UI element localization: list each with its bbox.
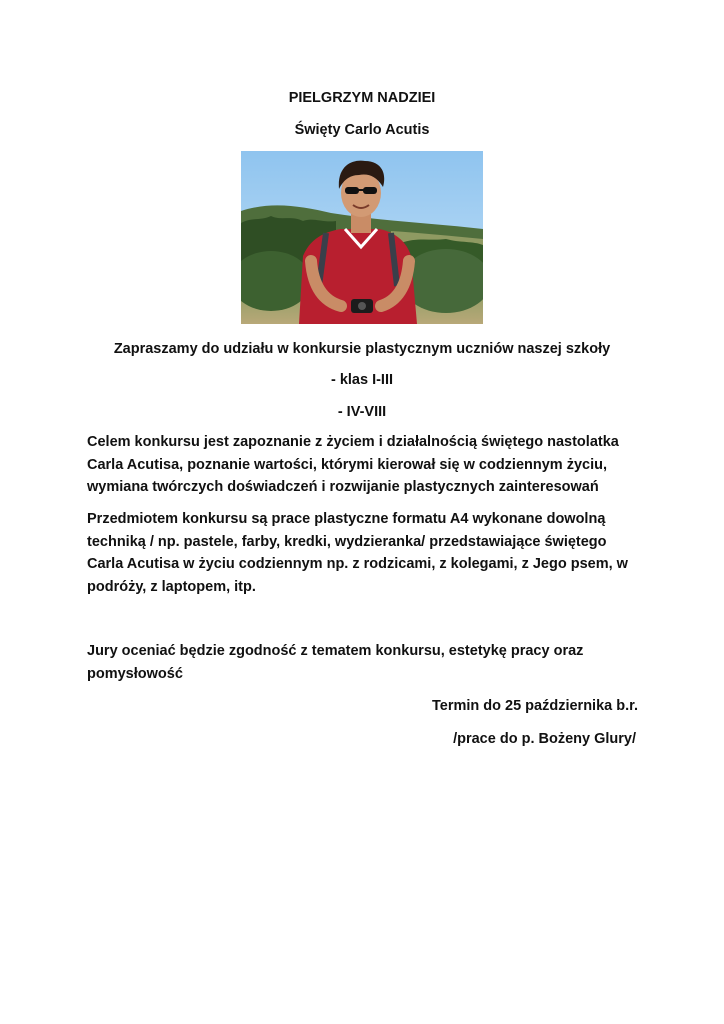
- goal-line: Celem konkursu jest zapoznanie z życiem i działalnością świętego nastolatka: [87, 434, 619, 450]
- invitation-text: Zapraszamy do udziału w konkursie plastycznym uczniów naszej szkoły: [113, 341, 611, 357]
- jury-line: pomysłowość: [87, 665, 183, 682]
- submission-info: /prace do p. Bożeny Glury/: [453, 731, 636, 747]
- saint-photo: [241, 151, 483, 324]
- group-primary: - klas I-III: [330, 372, 394, 388]
- goal-line: wymiana twórczych doświadczeń i rozwijanie plastycznych zainteresowań: [87, 479, 599, 495]
- goal-paragraph: [87, 431, 647, 499]
- subject-line: podróży, z laptopem, itp.: [87, 578, 256, 595]
- subject-line: techniką / np. pastele, farby, kredki, wydzieranka/ przedstawiające świętego: [87, 533, 607, 550]
- jury-line: Jury oceniać będzie zgodność z tematem konkursu, estetykę pracy oraz: [87, 643, 584, 659]
- subject-paragraph: [87, 508, 647, 598]
- subject-line: Przedmiotem konkursu są prace plastyczne formatu A4 wykonane dowolną: [87, 511, 606, 527]
- goal-line: Carla Acutisa, poznanie wartości, którymi kierował się w codziennym życiu,: [87, 456, 608, 473]
- page-subtitle: Święty Carlo Acutis: [294, 122, 430, 138]
- subject-line: Carla Acutisa w życiu codziennym np. z rodzicami, z kolegami, z Jego psem, w: [87, 556, 628, 572]
- deadline-text: Termin do 25 października b.r.: [431, 698, 638, 714]
- page-title: PIELGRZYM NADZIEI: [288, 90, 436, 106]
- group-secondary: - IV-VIII: [337, 404, 387, 420]
- jury-paragraph: [87, 640, 647, 685]
